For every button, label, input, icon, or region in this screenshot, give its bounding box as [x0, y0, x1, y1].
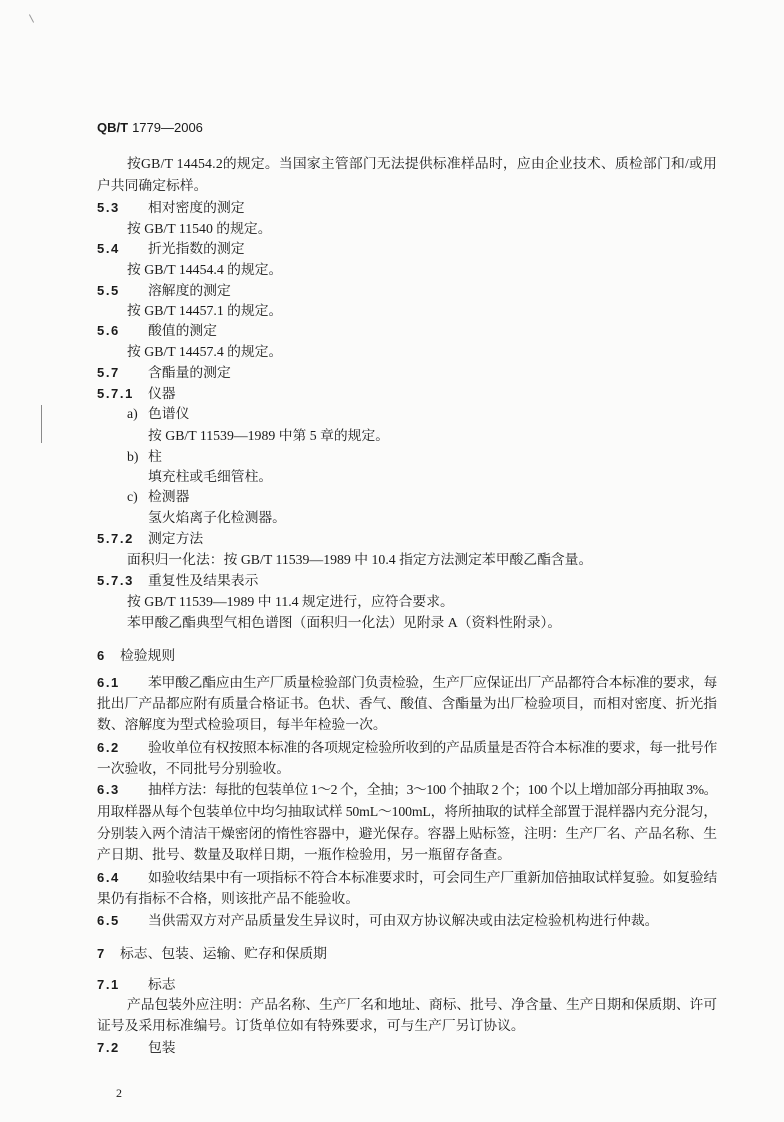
paragraph-line: 数、溶解度为型式检验项目，每半年检验一次。	[97, 717, 387, 732]
clause-text: 按 GB/T 11540 的规定。	[127, 221, 272, 236]
item-text: 按 GB/T 11539—1989 中第 5 章的规定。	[148, 428, 390, 443]
clause-heading-5-5	[97, 281, 231, 301]
clause-number: 5.4	[97, 241, 120, 256]
clause-title: 溶解度的测定	[148, 283, 231, 298]
clause-number: 5.7	[97, 365, 120, 380]
continuation-line: 户共同确定标样。	[97, 178, 208, 193]
chapter-number: 7	[97, 946, 106, 961]
item-label: a)	[127, 406, 138, 421]
clause-number: 5.7.2	[97, 531, 134, 546]
list-item	[127, 447, 162, 467]
scan-artifact-corner	[29, 14, 34, 22]
list-item	[127, 487, 189, 507]
clause-heading-5-4	[97, 239, 245, 259]
paragraph-line: 批出厂产品都应附有质量合格证书。色状、香气、酸值、含酯量为出厂检验项目，而相对密度、折光指	[97, 696, 718, 711]
clause-heading-5-7-2	[97, 529, 203, 549]
clause-title: 仪器	[148, 386, 176, 401]
clause-6-4-first-line	[97, 868, 717, 888]
item-name: 柱	[148, 449, 162, 464]
clause-text: 苯甲酸乙酯典型气相色谱图（面积归一化法）见附录 A（资料性附录）。	[127, 615, 562, 630]
clause-number: 7.1	[97, 977, 120, 992]
continuation-line: 按GB/T 14454.2的规定。当国家主管部门无法提供标准样品时，应由企业技术、质检部门和/或用	[127, 156, 717, 171]
item-label: b)	[127, 449, 139, 464]
chapter-heading-7	[97, 944, 327, 964]
clause-title: 包装	[148, 1040, 176, 1055]
item-label: c)	[127, 489, 138, 504]
clause-heading-7-2	[97, 1038, 176, 1058]
standard-code	[97, 118, 203, 138]
clause-heading-7-1	[97, 975, 176, 995]
clause-text: 按 GB/T 14457.4 的规定。	[127, 344, 283, 359]
paragraph-line: 验收单位有权按照本标准的各项规定检验所收到的产品质量是否符合本标准的要求，每一批号作	[148, 740, 718, 755]
clause-text: 按 GB/T 11539—1989 中 11.4 规定进行，应符合要求。	[127, 594, 454, 609]
paragraph-line: 如验收结果中有一项指标不符合本标准要求时，可会同生产厂重新加倍抽取试样复验。如复验结	[148, 870, 718, 885]
clause-heading-5-7	[97, 363, 231, 383]
item-text: 填充柱或毛细管柱。	[148, 469, 273, 484]
clause-6-1-first-line	[97, 673, 717, 693]
chapter-title: 标志、包装、运输、贮存和保质期	[120, 946, 327, 961]
clause-number: 6.3	[97, 782, 120, 797]
clause-6-3-first-line	[97, 780, 717, 800]
paragraph-line: 分别装入两个清洁干燥密闭的惰性容器中，避光保存。容器上贴标签，注明：生产厂名、产品名称、生	[97, 826, 718, 841]
clause-number: 5.7.3	[97, 573, 134, 588]
paragraph-line: 果仍有指标不合格，则该批产品不能验收。	[97, 891, 360, 906]
paragraph-line: 一次验收，不同批号分别验收。	[97, 761, 291, 776]
page-number: 2	[116, 1086, 122, 1100]
paragraph-line: 苯甲酸乙酯应由生产厂质量检验部门负责检验，生产厂应保证出厂产品都符合本标准的要求，每	[148, 675, 718, 690]
paragraph-line: 当供需双方对产品质量发生异议时，可由双方协议解决或由法定检验机构进行仲裁。	[148, 913, 659, 928]
paragraph-line: 用取样器从每个包装单位中均匀抽取试样 50mL～100mL，将所抽取的试样全部置于混样器内充分混匀，	[97, 804, 717, 819]
clause-title: 重复性及结果表示	[148, 573, 259, 588]
standard-code-number: 1779—2006	[132, 120, 203, 135]
clause-6-2-first-line	[97, 738, 717, 758]
item-name: 色谱仪	[148, 406, 190, 421]
paragraph-line: 产日期、批号、数量及取样日期，一瓶作检验用，另一瓶留存备查。	[97, 847, 511, 862]
clause-heading-5-7-3	[97, 571, 258, 591]
clause-heading-5-7-1	[97, 384, 176, 404]
clause-text: 面积归一化法：按 GB/T 11539—1989 中 10.4 指定方法测定苯甲酸乙酯含量。	[127, 552, 593, 567]
clause-heading-5-3	[97, 198, 245, 218]
clause-number: 6.1	[97, 675, 120, 690]
paragraph-line: 产品包装外应注明：产品名称、生产厂名和地址、商标、批号、净含量、生产日期和保质期、许可	[127, 997, 717, 1012]
clause-title: 酸值的测定	[148, 323, 217, 338]
chapter-number: 6	[97, 648, 106, 663]
list-item	[127, 404, 189, 424]
clause-title: 相对密度的测定	[148, 200, 245, 215]
item-text: 氢火焰离子化检测器。	[148, 510, 286, 525]
clause-text: 按 GB/T 14454.4 的规定。	[127, 262, 283, 277]
scan-artifact-line	[41, 405, 42, 443]
chapter-heading-6	[97, 646, 175, 666]
chapter-title: 检验规则	[120, 648, 176, 663]
standard-code-prefix: QB/T	[97, 120, 129, 135]
clause-title: 标志	[148, 977, 176, 992]
clause-number: 6.2	[97, 740, 120, 755]
clause-number: 5.7.1	[97, 386, 134, 401]
clause-6-5-first-line	[97, 911, 658, 931]
clause-text: 按 GB/T 14457.1 的规定。	[127, 303, 283, 318]
item-name: 检测器	[148, 489, 190, 504]
paragraph-line: 证号及采用标准编号。订货单位如有特殊要求，可与生产厂另订协议。	[97, 1018, 525, 1033]
clause-number: 5.3	[97, 200, 120, 215]
clause-number: 5.6	[97, 323, 120, 338]
clause-number: 6.5	[97, 913, 120, 928]
paragraph-line: 抽样方法：每批的包装单位 1～2 个，全抽；3～100 个抽取 2 个；100 个以上增加部分再抽取 3%。	[148, 782, 717, 797]
clause-title: 含酯量的测定	[148, 365, 231, 380]
clause-title: 测定方法	[148, 531, 204, 546]
clause-title: 折光指数的测定	[148, 241, 245, 256]
clause-number: 7.2	[97, 1040, 120, 1055]
clause-heading-5-6	[97, 321, 217, 341]
clause-number: 6.4	[97, 870, 120, 885]
clause-number: 5.5	[97, 283, 120, 298]
